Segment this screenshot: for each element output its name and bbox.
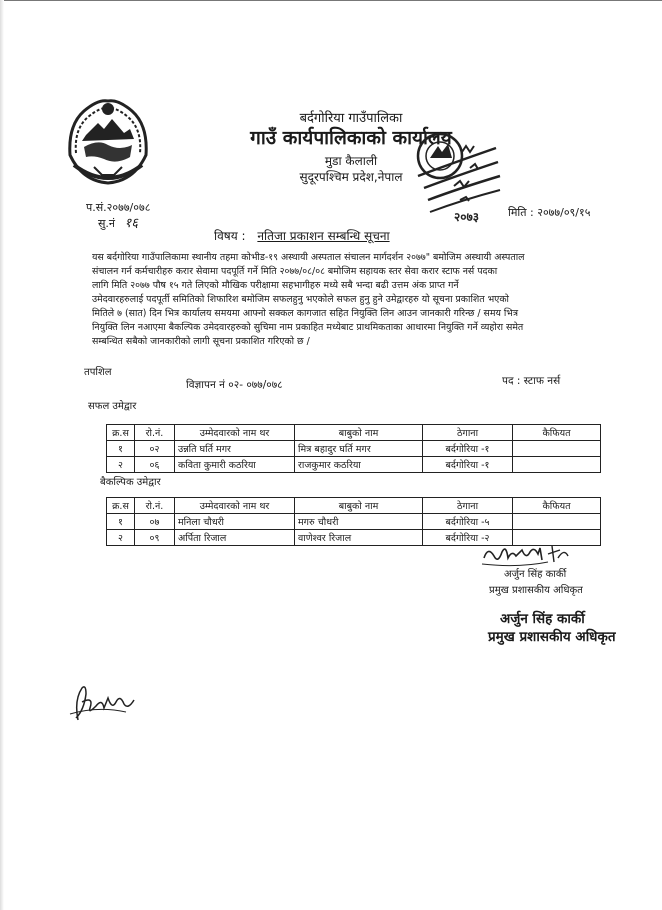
col-header: बाबुको नाम (295, 498, 423, 514)
svg-text:२०७३: २०७३ (454, 210, 479, 224)
notice-date: मिति : २०७७/०९/१५ (508, 206, 591, 219)
subject-label: विषय : (214, 229, 246, 243)
father-cell: मित्र बहादुर घर्ति मगर (295, 441, 423, 457)
body-line: यस बर्दगोरिया गाउँपालिकामा स्थानीय तहमा कोभीड-१९ अस्थायी अस्पताल संचालन मार्गदर्शन २०७७" बमोजिम अस्थायी अस्पताल (92, 252, 525, 263)
body-line: मितिले ७ (सात) दिन भित्र कार्यालय समयमा आफ्नो सक्कल कागजात सहित नियुक्ति लिन आउन जानकारी गरिन्छ / समय भित्र (92, 308, 519, 319)
address-cell: बर्दगोरिया -२ (423, 530, 513, 546)
office-title: गाउँ कार्यपालिकाको कार्यालय (250, 127, 452, 149)
reference-number: प.सं.२०७७/०७८ (86, 201, 151, 214)
subject-line (214, 227, 390, 244)
alternate-candidates-table (106, 497, 601, 546)
signatory-title: प्रमुख प्रशासकीय अधिकृत (489, 585, 583, 596)
address-cell: बर्दगोरिया -१ (423, 441, 513, 457)
name-cell: कविता कुमारी कठरिया (175, 457, 295, 473)
municipality-name: बर्दगोरिया गाउँपालिका (299, 111, 403, 126)
col-header: ठेगाना (423, 498, 513, 514)
table-row (107, 441, 601, 457)
dispatch-number-label: सु.नं (98, 217, 116, 230)
serial-cell: २ (107, 457, 135, 473)
alternate-candidates-label: बैकल्पिक उमेद्वार (100, 477, 161, 488)
advertisement-number: विज्ञापन नं ०२- ०७७/०७८ (186, 379, 283, 391)
office-province: सुदूरपश्चिम प्रदेश,नेपाल (299, 170, 403, 184)
col-header: ठेगाना (423, 425, 513, 441)
name-cell: अर्पिता रिजाल (175, 530, 295, 546)
roll-cell: ०९ (135, 530, 175, 546)
father-cell: मगरु चौधरी (295, 514, 423, 530)
father-cell: राजकुमार कठरिया (295, 457, 423, 473)
col-header: कैफियत (513, 425, 601, 441)
address-cell: बर्दगोरिया -१ (423, 457, 513, 473)
signatory-stamp-name: अर्जुन सिंह कार्की (500, 611, 585, 627)
body-line: नियुक्ति लिन नआएमा बैकल्पिक उमेदवारहरुको सुचिमा नाम प्रकाहित मध्येबाट प्राथमिकताका आधारमा नियुक्ति गर्ने व्यहोरा समेत (92, 322, 524, 333)
col-header: उम्मेदवारको नाम थर (175, 425, 295, 441)
post-name: पद : स्टाफ नर्स (502, 375, 561, 387)
subject-title: नतिजा प्रकाशन सम्बन्धि सूचना (257, 229, 390, 243)
col-header: बाबुको नाम (295, 425, 423, 441)
col-header: क्र.स (107, 498, 135, 514)
dispatch-number-value: १६ (124, 216, 139, 231)
details-label: तपशिल (84, 367, 112, 378)
table-header-row (107, 425, 601, 441)
signatory-stamp-title: प्रमुख प्रशासकीय अधिकृत (488, 629, 616, 645)
office-location: मुडा कैलाली (324, 154, 378, 168)
body-line: सम्बन्धित सबैको जानकारीको लागी सूचना प्रकाशित गरिएको छ / (92, 336, 310, 347)
office-seal-stamp (410, 128, 502, 224)
initial-signature (68, 680, 140, 724)
father-cell: वाणेश्वर रिजाल (295, 530, 423, 546)
remarks-cell (513, 441, 601, 457)
body-line: लागि मिति २०७७ पौष १५ गते लिएको मौखिक परीक्षामा सहभागीहरु मध्ये सबै भन्दा बढी उत्तम अंक प्राप्त गर्ने (92, 280, 459, 291)
roll-cell: ०२ (135, 441, 175, 457)
table-row (107, 457, 601, 473)
page-edge (0, 0, 662, 7)
col-header: उम्मेदवारको नाम थर (175, 498, 295, 514)
roll-cell: ०७ (135, 514, 175, 530)
remarks-cell (513, 457, 601, 473)
remarks-cell (513, 514, 601, 530)
serial-cell: १ (107, 441, 135, 457)
body-line: संचालन गर्न कर्मचारीहरु करार सेवामा पदपूर्ति गर्ने मिति २०७७/०८/०८ बमोजिम सहायक स्तर सेवा करार स्टाफ नर्स पदका (92, 266, 498, 277)
col-header: रो.नं. (135, 498, 175, 514)
address-cell: बर्दगोरिया -५ (423, 514, 513, 530)
table-row (107, 514, 601, 530)
dispatch-number (98, 213, 138, 231)
body-line: उमेदवारहरुलाई पदपूर्ती समितिको शिफारिश बमोजिम सफलहुनु भएकोले सफल हुनु हुने उमेद्वारहरु यो सूचना प्रकाशित भएको (92, 294, 509, 305)
success-candidates-label: सफल उमेद्वार (88, 401, 137, 412)
roll-cell: ०६ (135, 457, 175, 473)
col-header: कैफियत (513, 498, 601, 514)
col-header: क्र.स (107, 425, 135, 441)
table-header-row (107, 498, 601, 514)
success-candidates-table (106, 424, 601, 473)
serial-cell: २ (107, 530, 135, 546)
signatory-name: अर्जुन सिंह कार्की (504, 569, 567, 580)
name-cell: उन्नति घर्ति मगर (175, 441, 295, 457)
name-cell: मनिला चौधरी (175, 514, 295, 530)
col-header: रो.नं. (135, 425, 175, 441)
serial-cell: १ (107, 514, 135, 530)
